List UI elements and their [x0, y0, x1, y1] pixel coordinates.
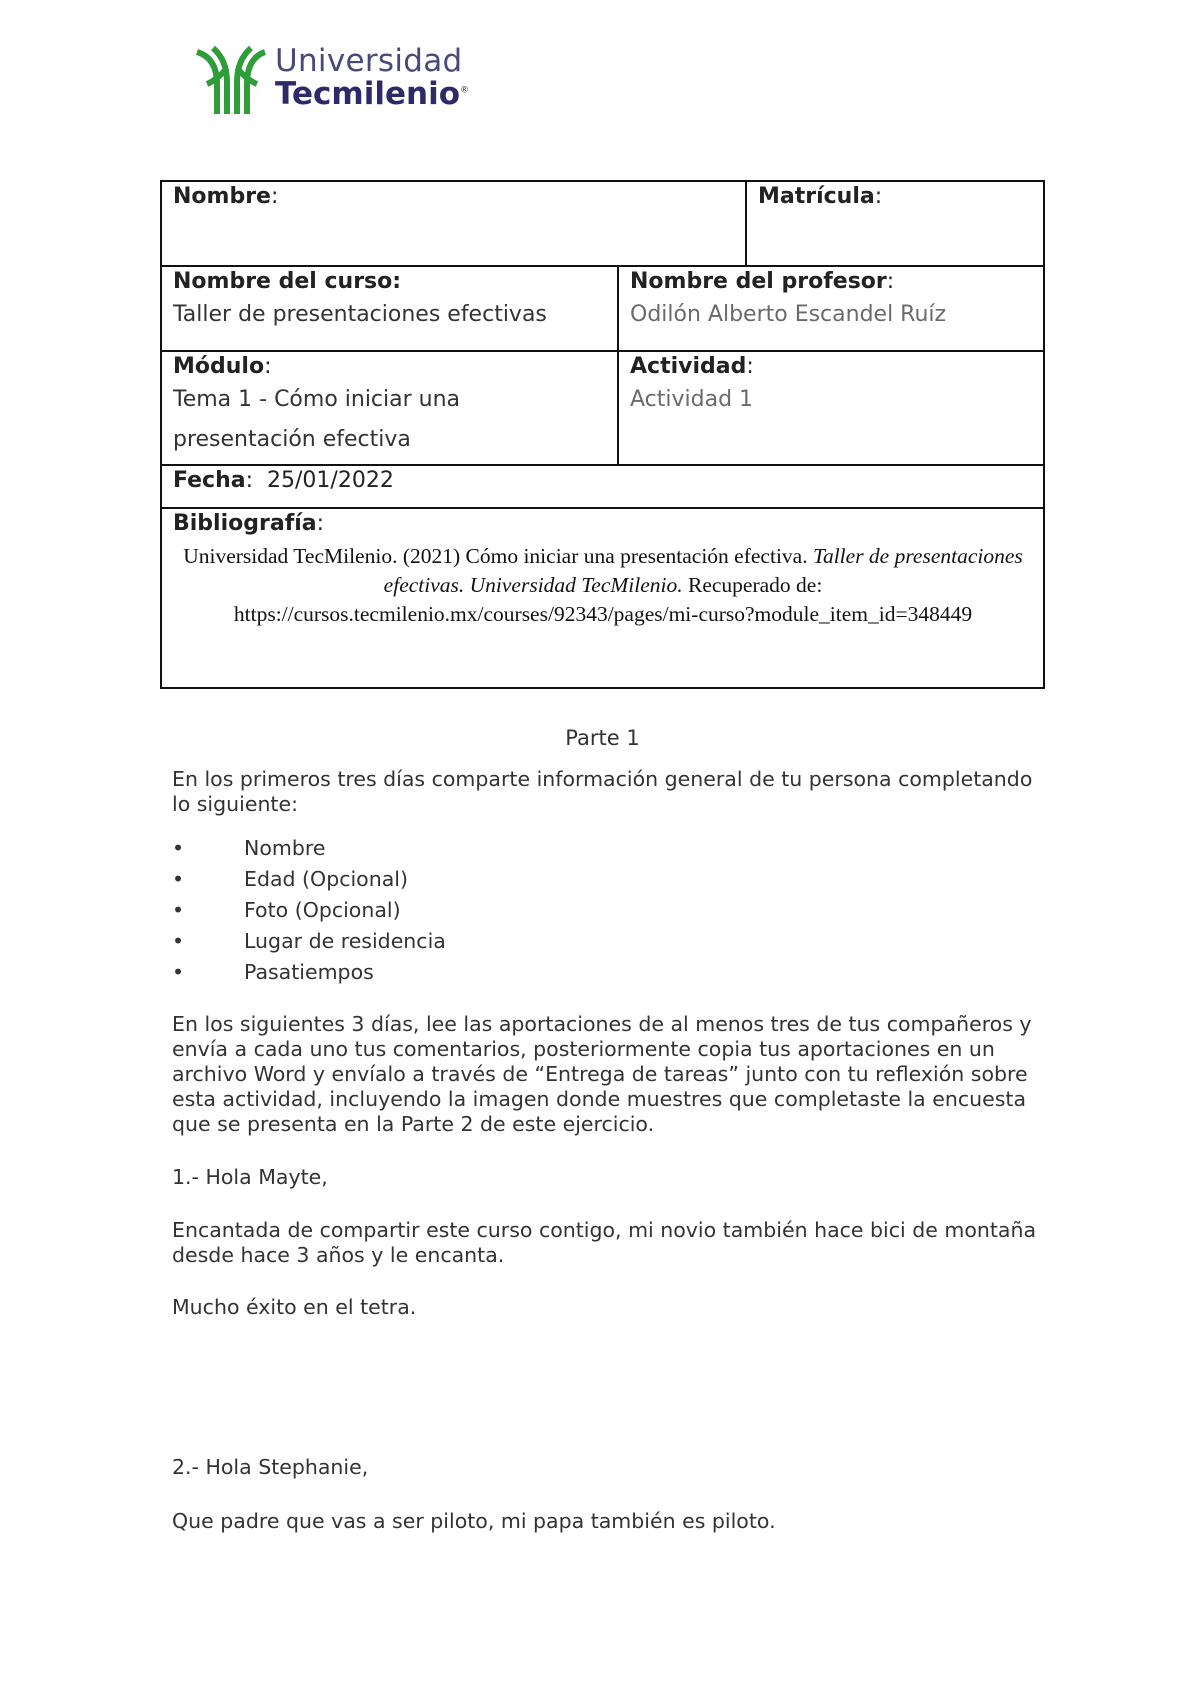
modulo-label: Módulo — [173, 354, 265, 379]
nombre-cell: Nombre: — [161, 181, 746, 266]
reply1-body: Encantada de compartir este curso contigo, mi novio también hace bici de montaña desde hace 3 años y le encanta. — [172, 1218, 1037, 1267]
profesor-cell: Nombre del profesor: Odilón Alberto Escandel Ruíz — [618, 266, 1044, 351]
bullet-icon: • — [172, 836, 185, 860]
reply1-greeting: 1.- Hola Mayte, — [172, 1165, 328, 1189]
parte-heading: Parte 1 — [565, 726, 640, 750]
modulo-cell: Módulo: Tema 1 - Cómo iniciar una presentación efectiva — [161, 351, 618, 465]
profesor-value: Odilón Alberto Escandel Ruíz — [630, 302, 947, 327]
bibliografia-cell: Bibliografía: Universidad TecMilenio. (2021) Cómo iniciar una presentación efectiva. Taller de presentaciones efectivas. Universidad TecMilenio. Recuperado de: https://cursos.tecmilenio.mx/courses/92343/pages/mi-curso?module_item_id=348449 — [161, 508, 1044, 688]
tecmilenio-logo-icon — [195, 44, 267, 116]
bullet-icon: • — [172, 929, 185, 953]
list-item: • Pasatiempos — [172, 957, 1052, 988]
list-item: • Edad (Opcional) — [172, 864, 1052, 895]
university-logo — [195, 42, 475, 118]
fecha-cell: Fecha: 25/01/2022 — [161, 465, 1044, 508]
registered-mark: ® — [460, 85, 470, 96]
list-item: • Nombre — [172, 833, 1052, 864]
modulo-value-line1: Tema 1 - Cómo iniciar una — [173, 387, 461, 412]
matricula-cell: Matrícula: — [746, 181, 1044, 266]
curso-value: Taller de presentaciones efectivas — [173, 302, 547, 327]
profesor-label: Nombre del profesor — [630, 269, 887, 294]
logo-line-tecmilenio: Tecmilenio® — [275, 76, 470, 112]
reply2-body: Que padre que vas a ser piloto, mi papa también es piloto. — [172, 1509, 776, 1533]
nombre-label: Nombre — [173, 184, 271, 209]
fecha-label: Fecha — [173, 468, 246, 493]
list-item: • Foto (Opcional) — [172, 895, 1052, 926]
fecha-value: 25/01/2022 — [267, 468, 394, 493]
intro-paragraph: En los primeros tres días comparte información general de tu persona completando lo siguiente: — [172, 767, 1033, 816]
bullet-icon: • — [172, 898, 185, 922]
bullet-icon: • — [172, 867, 185, 891]
reply2-greeting: 2.- Hola Stephanie, — [172, 1455, 369, 1479]
curso-cell — [161, 266, 618, 351]
bibliografia-label: Bibliografía — [173, 511, 317, 536]
curso-label: Nombre del curso: — [173, 269, 402, 294]
requirements-list — [172, 833, 1052, 988]
logo-line-universidad: Universidad — [275, 43, 463, 79]
modulo-value-line2: presentación efectiva — [173, 427, 411, 452]
actividad-label: Actividad — [630, 354, 747, 379]
student-info-table — [160, 180, 1045, 689]
matricula-label: Matrícula — [758, 184, 875, 209]
bibliografia-url: https://cursos.tecmilenio.mx/courses/92343/pages/mi-curso?module_item_id=348449 — [233, 602, 973, 626]
actividad-value: Actividad 1 — [630, 387, 754, 412]
bibliografia-italic: Taller de presentaciones efectivas. Universidad TecMilenio. — [383, 544, 1023, 597]
actividad-cell: Actividad: Actividad 1 — [618, 351, 1044, 465]
requirements-list-wrap — [172, 833, 1052, 988]
instructions-paragraph: En los siguientes 3 días, lee las aportaciones de al menos tres de tus compañeros y envía a cada uno tus comentarios, posteriormente copia tus aportaciones en un archivo Word y envíalo a través de “Entrega de tareas” junto con tu reflexión sobre esta actividad, incluyendo la imagen donde muestres que completaste la encuesta que se presenta en la Parte 2 de este ejercicio. — [172, 1012, 1032, 1136]
bibliografia-citation: Universidad TecMilenio. (2021) Cómo iniciar una presentación efectiva. Taller de presentaciones efectivas. Universidad TecMilenio. Recuperado de: https://cursos.tecmilenio.mx/courses/92343/pages/mi-curso?module_item_id=348449 — [183, 544, 1023, 626]
bullet-icon: • — [172, 960, 185, 984]
reply1-closing: Mucho éxito en el tetra. — [172, 1295, 417, 1319]
list-item: • Lugar de residencia — [172, 926, 1052, 957]
